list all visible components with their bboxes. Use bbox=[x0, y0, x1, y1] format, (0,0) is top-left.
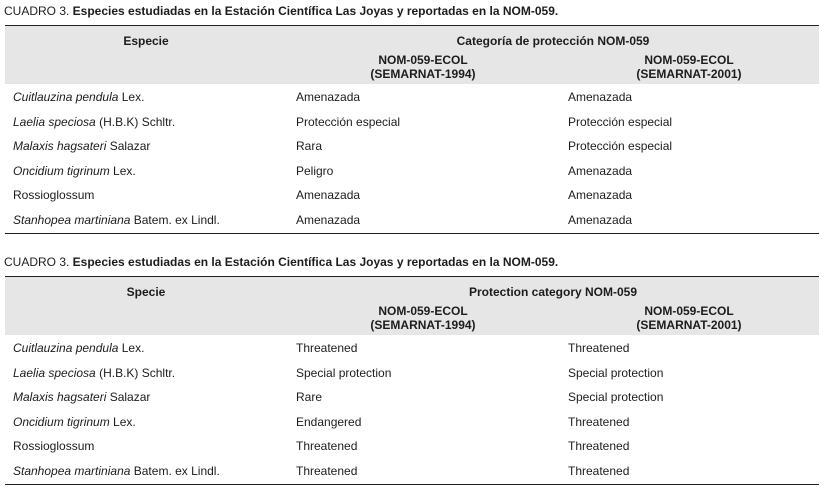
status-1994-cell: Amenazada bbox=[296, 212, 361, 227]
table-row bbox=[5, 134, 819, 159]
status-2001-cell: Amenazada bbox=[568, 188, 633, 203]
table-row bbox=[5, 385, 819, 410]
header-species: Specie bbox=[126, 285, 166, 299]
table-body bbox=[5, 85, 819, 233]
status-1994-cell: Protección especial bbox=[296, 114, 401, 129]
status-1994-cell: Peligro bbox=[296, 163, 334, 178]
status-2001-cell: Threatened bbox=[568, 414, 630, 429]
header-col-2001: NOM-059-ECOL (SEMARNAT-2001) bbox=[636, 304, 742, 332]
species-cell: Rossioglossum bbox=[13, 188, 95, 203]
status-2001-cell: Threatened bbox=[568, 439, 630, 454]
species-cell: Laelia speciosa (H.B.K) Schltr. bbox=[13, 114, 176, 129]
table-body bbox=[5, 336, 819, 484]
species-cell: Cuitlauzina pendula Lex. bbox=[13, 341, 145, 355]
status-2001-cell: Threatened bbox=[568, 341, 630, 355]
table-row bbox=[5, 183, 819, 208]
status-2001-cell: Special protection bbox=[568, 365, 664, 380]
table-bottom-rule bbox=[5, 233, 819, 234]
table-row bbox=[5, 110, 819, 135]
header-col-1994: NOM-059-ECOL (SEMARNAT-1994) bbox=[370, 53, 476, 81]
table-row bbox=[5, 434, 819, 459]
table-bottom-rule bbox=[5, 484, 819, 485]
status-1994-cell: Threatened bbox=[296, 341, 358, 355]
status-1994-cell: Rare bbox=[296, 390, 323, 405]
table-row bbox=[5, 459, 819, 484]
header-species: Especie bbox=[123, 34, 169, 48]
header-col-2001: NOM-059-ECOL (SEMARNAT-2001) bbox=[636, 53, 742, 81]
table-row bbox=[5, 336, 819, 361]
status-2001-cell: Special protection bbox=[568, 390, 664, 405]
status-2001-cell: Amenazada bbox=[568, 163, 633, 178]
status-1994-cell: Rara bbox=[296, 139, 323, 154]
table-caption: CUADRO 3. Especies estudiadas en la Estación Científica Las Joyas y reportadas en la NOM-059. bbox=[4, 255, 559, 269]
status-1994-cell: Threatened bbox=[296, 463, 358, 478]
status-1994-cell: Threatened bbox=[296, 439, 358, 454]
species-cell: Rossioglossum bbox=[13, 439, 95, 454]
table-header bbox=[5, 26, 819, 84]
species-cell: Oncidium tigrinum Lex. bbox=[13, 414, 136, 429]
header-col-1994: NOM-059-ECOL (SEMARNAT-1994) bbox=[370, 304, 476, 332]
status-1994-cell: Special protection bbox=[296, 365, 392, 380]
table-caption: CUADRO 3. Especies estudiadas en la Estación Científica Las Joyas y reportadas en la NOM-059. bbox=[4, 4, 559, 18]
species-cell: Malaxis hagsateri Salazar bbox=[13, 139, 151, 154]
table-header bbox=[5, 277, 819, 335]
species-cell: Oncidium tigrinum Lex. bbox=[13, 163, 136, 178]
status-1994-cell: Amenazada bbox=[296, 90, 361, 104]
status-2001-cell: Threatened bbox=[568, 463, 630, 478]
species-cell: Laelia speciosa (H.B.K) Schltr. bbox=[13, 365, 176, 380]
species-cell: Stanhopea martiniana Batem. ex Lindl. bbox=[13, 463, 220, 478]
header-category: Categoría de protección NOM-059 bbox=[456, 34, 650, 48]
table-row bbox=[5, 159, 819, 184]
status-2001-cell: Amenazada bbox=[568, 90, 633, 104]
status-1994-cell: Amenazada bbox=[296, 188, 361, 203]
table-row bbox=[5, 85, 819, 110]
table-row bbox=[5, 410, 819, 435]
species-cell: Malaxis hagsateri Salazar bbox=[13, 390, 151, 405]
header-category: Protection category NOM-059 bbox=[468, 285, 638, 299]
status-2001-cell: Amenazada bbox=[568, 212, 633, 227]
table-row bbox=[5, 208, 819, 233]
species-cell: Stanhopea martiniana Batem. ex Lindl. bbox=[13, 212, 220, 227]
status-2001-cell: Protección especial bbox=[568, 114, 673, 129]
species-cell: Cuitlauzina pendula Lex. bbox=[13, 90, 145, 104]
status-2001-cell: Protección especial bbox=[568, 139, 673, 154]
status-1994-cell: Endangered bbox=[296, 414, 362, 429]
table-row bbox=[5, 361, 819, 386]
